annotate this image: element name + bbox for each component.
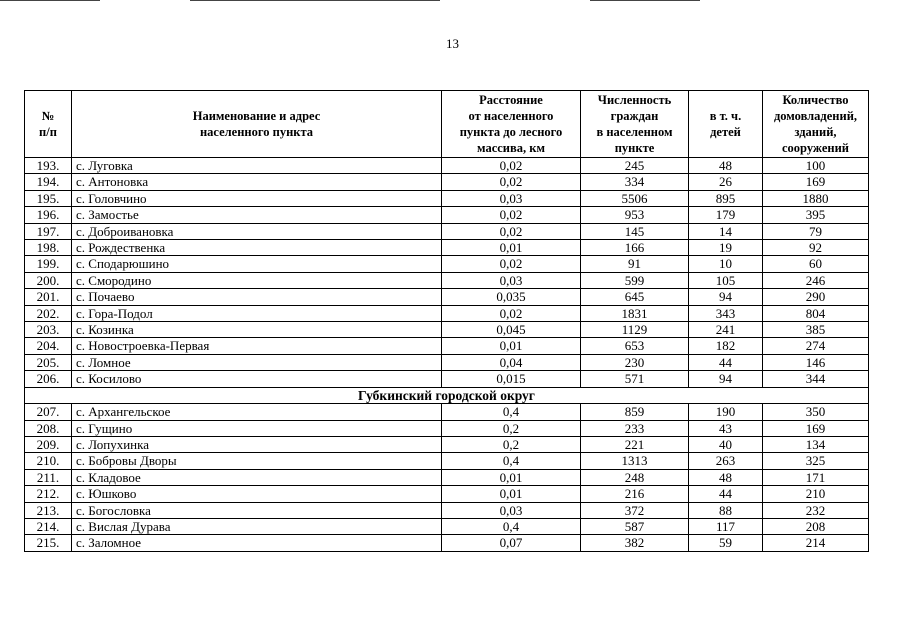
population-cell: 216 [581,486,689,502]
settlement-name: с. Архангельское [72,404,442,420]
row-number: 210. [25,453,72,469]
children-cell: 44 [689,354,763,370]
distance-cell: 0,02 [442,305,581,321]
households-cell: 146 [763,354,869,370]
row-number: 203. [25,322,72,338]
header-name: Наименование и адрес населенного пункта [72,91,442,158]
header-households: Количество домовладений, зданий, сооружений [763,91,869,158]
row-number: 211. [25,469,72,485]
population-cell: 645 [581,289,689,305]
households-cell: 325 [763,453,869,469]
settlement-name: с. Лопухинка [72,436,442,452]
row-number: 200. [25,272,72,288]
households-cell: 385 [763,322,869,338]
households-cell: 169 [763,420,869,436]
population-cell: 91 [581,256,689,272]
households-cell: 92 [763,240,869,256]
table-row [25,240,869,256]
section-title: Губкинский городской округ [25,387,869,403]
settlement-name: с. Смородино [72,272,442,288]
distance-cell: 0,2 [442,436,581,452]
distance-cell: 0,015 [442,371,581,387]
row-number: 208. [25,420,72,436]
settlement-name: с. Вислая Дурава [72,518,442,534]
section-group [25,387,869,403]
population-cell: 571 [581,371,689,387]
population-cell: 599 [581,272,689,288]
row-number: 204. [25,338,72,354]
table-row [25,322,869,338]
row-number: 213. [25,502,72,518]
settlement-name: с. Ломное [72,354,442,370]
children-cell: 94 [689,371,763,387]
table-row [25,404,869,420]
distance-cell: 0,03 [442,190,581,206]
header-population: Численность граждан в населенном пункте [581,91,689,158]
settlement-name: с. Рождественка [72,240,442,256]
scan-artifact-line [590,0,700,1]
distance-cell: 0,01 [442,240,581,256]
population-cell: 382 [581,535,689,551]
table-row [25,518,869,534]
row-number: 215. [25,535,72,551]
row-number: 194. [25,174,72,190]
children-cell: 117 [689,518,763,534]
population-cell: 1313 [581,453,689,469]
settlement-name: с. Косилово [72,371,442,387]
children-cell: 44 [689,486,763,502]
table-row [25,371,869,387]
settlement-name: с. Богословка [72,502,442,518]
row-number: 199. [25,256,72,272]
population-cell: 334 [581,174,689,190]
households-cell: 60 [763,256,869,272]
population-cell: 233 [581,420,689,436]
settlement-name: с. Замостье [72,207,442,223]
row-number: 201. [25,289,72,305]
row-number: 202. [25,305,72,321]
households-cell: 395 [763,207,869,223]
households-cell: 274 [763,338,869,354]
population-cell: 587 [581,518,689,534]
table-row [25,502,869,518]
households-cell: 290 [763,289,869,305]
population-cell: 221 [581,436,689,452]
settlement-name: с. Новостроевка-Первая [72,338,442,354]
table-row [25,272,869,288]
population-cell: 248 [581,469,689,485]
population-cell: 5506 [581,190,689,206]
children-cell: 895 [689,190,763,206]
row-number: 196. [25,207,72,223]
distance-cell: 0,07 [442,535,581,551]
page-number: 13 [446,36,459,51]
row-number: 214. [25,518,72,534]
settlement-name: с. Козинка [72,322,442,338]
table-row [25,289,869,305]
population-cell: 1831 [581,305,689,321]
population-cell: 653 [581,338,689,354]
table-header-row [25,91,869,158]
settlements-table [24,90,869,552]
households-cell: 350 [763,404,869,420]
children-cell: 105 [689,272,763,288]
table-row [25,469,869,485]
distance-cell: 0,02 [442,207,581,223]
table-row [25,436,869,452]
section-row [25,387,869,403]
population-cell: 166 [581,240,689,256]
header-children: в т. ч. детей [689,91,763,158]
children-cell: 88 [689,502,763,518]
distance-cell: 0,4 [442,404,581,420]
distance-cell: 0,01 [442,486,581,502]
distance-cell: 0,035 [442,289,581,305]
children-cell: 43 [689,420,763,436]
distance-cell: 0,03 [442,272,581,288]
children-cell: 59 [689,535,763,551]
population-cell: 230 [581,354,689,370]
table-row [25,256,869,272]
table-row [25,486,869,502]
table-row [25,354,869,370]
row-number: 197. [25,223,72,239]
children-cell: 40 [689,436,763,452]
settlement-name: с. Бобровы Дворы [72,453,442,469]
table-row [25,305,869,321]
households-cell: 1880 [763,190,869,206]
settlement-name: с. Доброивановка [72,223,442,239]
population-cell: 372 [581,502,689,518]
children-cell: 48 [689,469,763,485]
population-cell: 1129 [581,322,689,338]
settlement-name: с. Заломное [72,535,442,551]
table-row [25,338,869,354]
settlement-name: с. Кладовое [72,469,442,485]
settlement-name: с. Сподарюшино [72,256,442,272]
children-cell: 263 [689,453,763,469]
settlement-name: с. Головчино [72,190,442,206]
distance-cell: 0,03 [442,502,581,518]
households-cell: 171 [763,469,869,485]
distance-cell: 0,4 [442,453,581,469]
table-row [25,158,869,174]
children-cell: 94 [689,289,763,305]
row-number: 207. [25,404,72,420]
population-cell: 953 [581,207,689,223]
population-cell: 245 [581,158,689,174]
table-row [25,453,869,469]
households-cell: 344 [763,371,869,387]
header-num: № п/п [25,91,72,158]
households-cell: 169 [763,174,869,190]
households-cell: 79 [763,223,869,239]
children-cell: 26 [689,174,763,190]
households-cell: 210 [763,486,869,502]
row-number: 195. [25,190,72,206]
table-row [25,190,869,206]
row-number: 205. [25,354,72,370]
table-row [25,420,869,436]
children-cell: 14 [689,223,763,239]
table-row [25,223,869,239]
table-body-b [25,404,869,552]
households-cell: 100 [763,158,869,174]
distance-cell: 0,4 [442,518,581,534]
distance-cell: 0,01 [442,338,581,354]
table-row [25,207,869,223]
scan-artifact-line [0,0,100,1]
table-body-a [25,158,869,388]
children-cell: 190 [689,404,763,420]
distance-cell: 0,01 [442,469,581,485]
distance-cell: 0,02 [442,223,581,239]
children-cell: 241 [689,322,763,338]
children-cell: 343 [689,305,763,321]
scan-artifact-line [190,0,440,1]
distance-cell: 0,02 [442,256,581,272]
population-cell: 859 [581,404,689,420]
distance-cell: 0,02 [442,158,581,174]
settlement-name: с. Антоновка [72,174,442,190]
households-cell: 246 [763,272,869,288]
households-cell: 134 [763,436,869,452]
row-number: 209. [25,436,72,452]
row-number: 193. [25,158,72,174]
distance-cell: 0,045 [442,322,581,338]
table-row [25,535,869,551]
children-cell: 10 [689,256,763,272]
households-cell: 804 [763,305,869,321]
children-cell: 179 [689,207,763,223]
households-cell: 232 [763,502,869,518]
population-cell: 145 [581,223,689,239]
households-cell: 214 [763,535,869,551]
header-distance: Расстояние от населенного пункта до лесного массива, км [442,91,581,158]
settlement-name: с. Юшково [72,486,442,502]
distance-cell: 0,2 [442,420,581,436]
row-number: 206. [25,371,72,387]
households-cell: 208 [763,518,869,534]
children-cell: 48 [689,158,763,174]
settlement-name: с. Почаево [72,289,442,305]
settlement-name: с. Гора-Подол [72,305,442,321]
children-cell: 19 [689,240,763,256]
table-row [25,174,869,190]
distance-cell: 0,02 [442,174,581,190]
children-cell: 182 [689,338,763,354]
settlement-name: с. Луговка [72,158,442,174]
distance-cell: 0,04 [442,354,581,370]
row-number: 212. [25,486,72,502]
settlement-name: с. Гущино [72,420,442,436]
row-number: 198. [25,240,72,256]
